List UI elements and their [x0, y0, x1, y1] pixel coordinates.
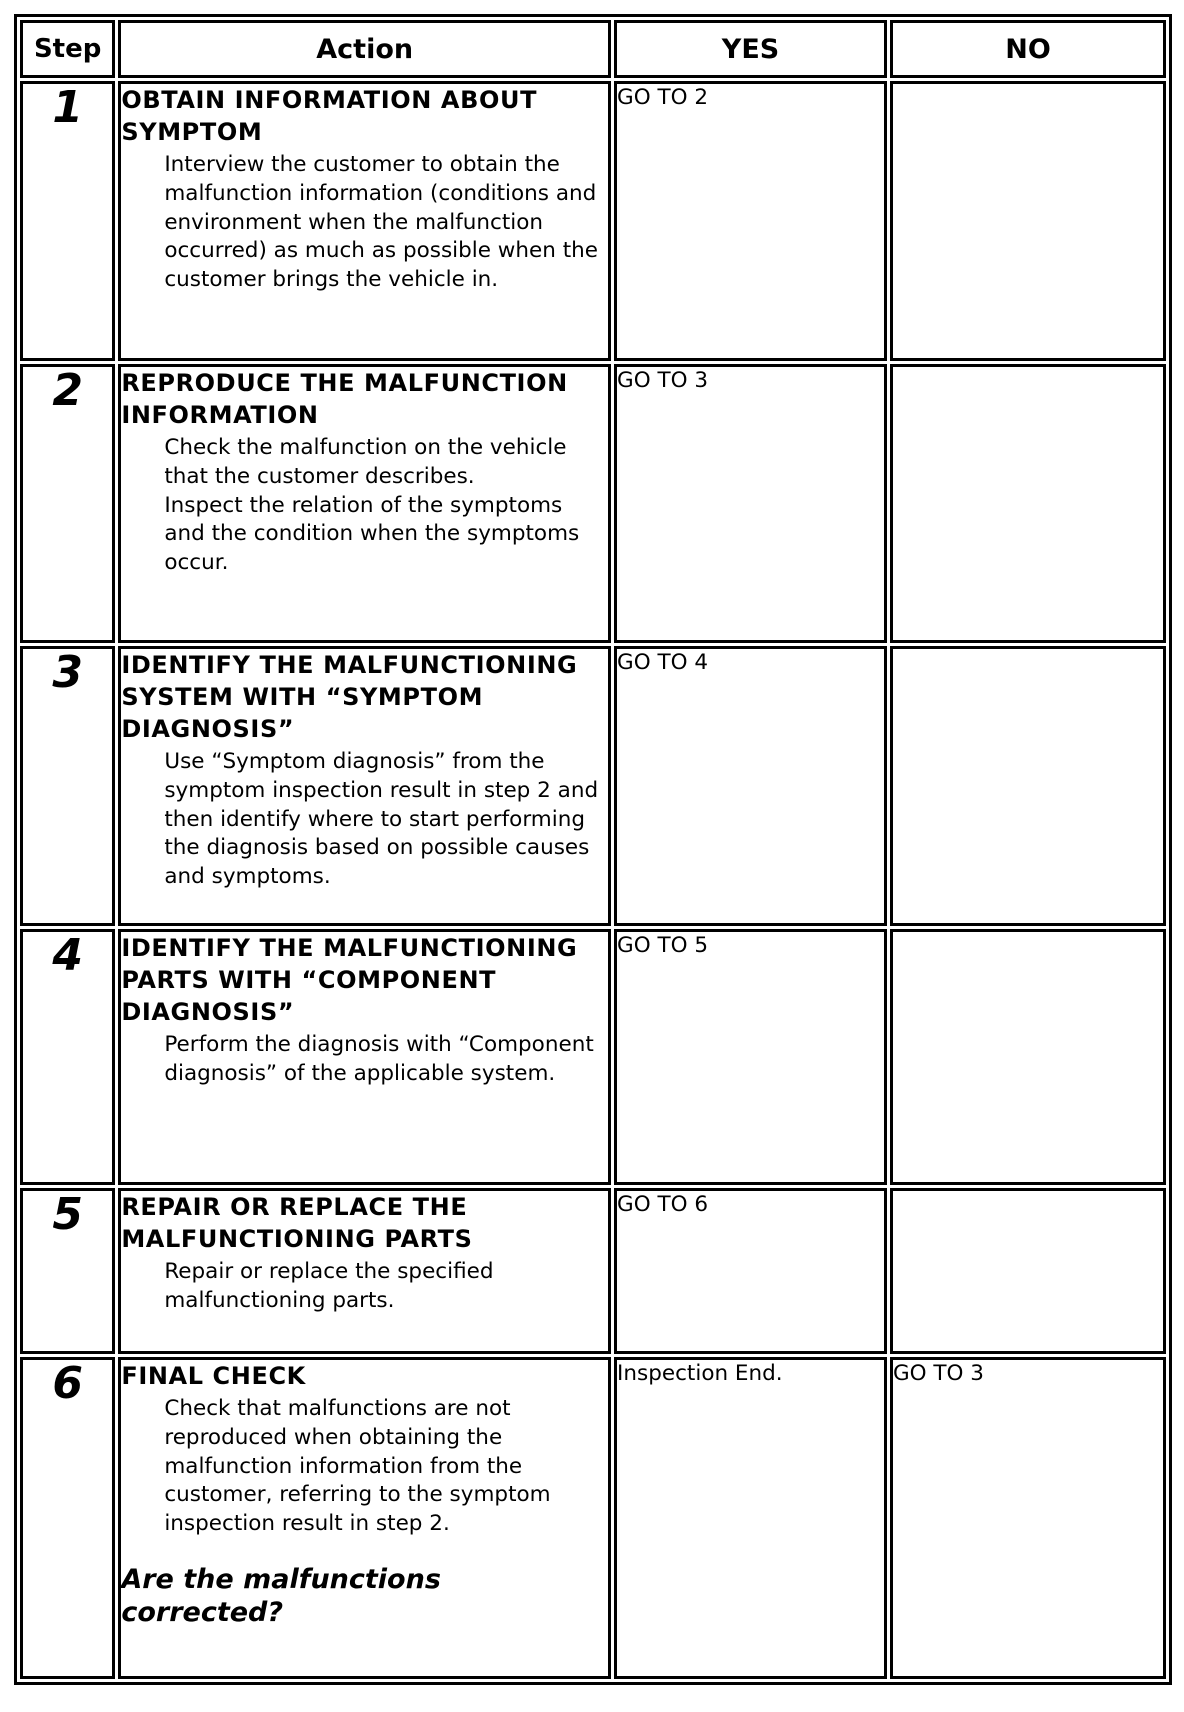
action-title: IDENTIFY THE MALFUNCTIONING SYSTEM WITH “SYMPTOM DIAGNOSIS”	[121, 651, 578, 743]
no-cell: GO TO 3	[890, 1357, 1166, 1679]
action-title: FINAL CHECK	[121, 1362, 306, 1390]
table-row	[20, 81, 1166, 361]
action-question: Are the malfunctions corrected?	[121, 1563, 441, 1628]
action-title: IDENTIFY THE MALFUNCTIONING PARTS WITH “COMPONENT DIAGNOSIS”	[121, 934, 578, 1026]
action-title: REPAIR OR REPLACE THE MALFUNCTIONING PARTS	[121, 1193, 473, 1253]
yes-cell: GO TO 3	[614, 364, 887, 643]
yes-cell: GO TO 5	[614, 929, 887, 1185]
diagnosis-flow-table	[14, 14, 1172, 1685]
no-cell	[890, 1188, 1166, 1354]
action-description-2: Inspect the relation of the symptoms and the condition when the symptoms occur.	[164, 492, 580, 576]
action-description: Check the malfunction on the vehicle that the customer describes.	[164, 435, 567, 489]
step-number: 3	[20, 646, 115, 926]
header-no: NO	[890, 20, 1166, 78]
action-description: Interview the customer to obtain the malfunction information (conditions and environment when the malfunction occurred) as much as possible when the customer brings the vehicle in.	[164, 152, 598, 293]
action-description: Perform the diagnosis with “Component diagnosis” of the applicable system.	[164, 1032, 594, 1086]
table-row	[20, 364, 1166, 643]
action-cell	[118, 646, 611, 926]
table-row	[20, 646, 1166, 926]
action-title: OBTAIN INFORMATION ABOUT SYMPTOM	[121, 86, 538, 146]
action-cell	[118, 929, 611, 1185]
no-cell	[890, 81, 1166, 361]
step-number: 1	[20, 81, 115, 361]
table-row	[20, 1357, 1166, 1679]
table-row	[20, 1188, 1166, 1354]
yes-cell: Inspection End.	[614, 1357, 887, 1679]
action-cell	[118, 1357, 611, 1679]
action-cell	[118, 364, 611, 643]
step-number: 5	[20, 1188, 115, 1354]
no-cell	[890, 646, 1166, 926]
yes-cell: GO TO 4	[614, 646, 887, 926]
action-description: Check that malfunctions are not reproduced when obtaining the malfunction information from the customer, referring to the symptom inspection result in step 2.	[164, 1396, 551, 1537]
action-cell	[118, 81, 611, 361]
yes-cell: GO TO 6	[614, 1188, 887, 1354]
step-number: 4	[20, 929, 115, 1185]
table-row	[20, 929, 1166, 1185]
table-header-row	[20, 20, 1166, 78]
no-cell	[890, 364, 1166, 643]
step-number: 6	[20, 1357, 115, 1679]
action-description: Use “Symptom diagnosis” from the symptom inspection result in step 2 and then identify where to start performing the diagnosis based on possible causes and symptoms.	[164, 749, 599, 890]
no-cell	[890, 929, 1166, 1185]
action-description: Repair or replace the specified malfunctioning parts.	[164, 1259, 494, 1313]
action-title: REPRODUCE THE MALFUNCTION INFORMATION	[121, 369, 568, 429]
header-step: Step	[20, 20, 115, 78]
header-action: Action	[118, 20, 611, 78]
header-yes: YES	[614, 20, 887, 78]
action-cell	[118, 1188, 611, 1354]
step-number: 2	[20, 364, 115, 643]
yes-cell: GO TO 2	[614, 81, 887, 361]
